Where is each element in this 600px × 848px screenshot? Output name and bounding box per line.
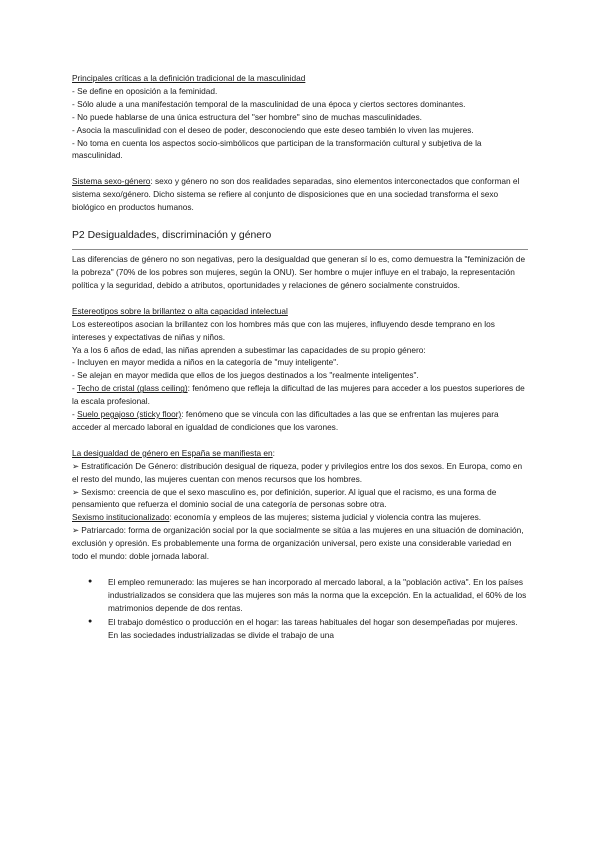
section-divider bbox=[72, 249, 528, 250]
p2-intro-paragraph: Las diferencias de género no son negativas, pero la desigualdad que generan sí lo es, como demuestra la "feminización de la pobreza" (70% de los pobres son mujeres, según la ONU). Ser hombre o mujer influye en el trabajo, la representación política y la seguridad, debido a atributos, oportunidades y relaciones de género socialmente construidos. bbox=[72, 254, 526, 290]
institutional-sexism-paragraph bbox=[72, 511, 528, 524]
sex-gender-paragraph bbox=[72, 175, 528, 214]
patriarchy-bullet-list bbox=[72, 576, 528, 642]
sexism-paragraph: ➢ Sexismo: creencia de que el sexo masculino es, por definición, superior. Al igual que el racismo, es una forma de pensamiento que refuerza el dominio social de una categoría de personas sobre otra. bbox=[72, 486, 497, 510]
sex-gender-definition: : sexo y género no son dos realidades separadas, sino elementos interconectados que conforman el sistema sexo/género. Dicho sistema se refiere al conjunto de disposiciones que en una sociedad transforma el sexo biológico en productos humanos. bbox=[72, 176, 520, 213]
critique-item: - Sólo alude a una manifestación temporal de la masculinidad de una época y ciertos sectores dominantes. bbox=[72, 98, 466, 109]
p2-intro bbox=[72, 253, 528, 292]
heading-colon: : bbox=[272, 447, 275, 458]
stereotypes-paragraph: Ya a los 6 años de edad, las niñas aprenden a subestimar las capacidades de su propio género: bbox=[72, 344, 426, 355]
gender-stratification-paragraph: ➢ Estratificación De Género: distribución desigual de riqueza, poder y privilegios entre los dos sexos. En Europa, como en el resto del mundo, las mujeres cuentan con menos recursos que los hombres. bbox=[72, 460, 523, 484]
critique-item: - No puede hablarse de una única estructura del "ser hombre" sino de muchas masculinidades. bbox=[72, 111, 422, 122]
stereotypes-paragraph: Los estereotipos asocian la brillantez con los hombres más que con las mujeres, influyendo desde temprano en los intereses y expectativas de niñas y niños. bbox=[72, 318, 495, 342]
institutional-sexism-term: Sexismo institucionalizado bbox=[72, 512, 170, 523]
glass-ceiling-definition: : fenómeno que refleja la dificultad de las mujeres para acceder a los puestos superiores de la escala profesional. bbox=[72, 383, 525, 407]
glass-ceiling-term: Techo de cristal (glass ceiling) bbox=[76, 383, 188, 394]
item-dash: - bbox=[72, 409, 78, 420]
patriarchy-paragraph: ➢ Patriarcado: forma de organización social por la que socialmente se sitúa a las mujeres en una situación de dominación, exclusión y opresión. Es probablemente una forma de organización universal, pero existe una considerable variedad en todo el mundo: doble jornada laboral. bbox=[72, 525, 524, 562]
masculinity-critiques-heading: Principales críticas a la definición tradicional de la masculinidad bbox=[72, 73, 306, 83]
masculinity-critiques-section bbox=[72, 72, 528, 162]
sticky-floor-item bbox=[72, 408, 528, 434]
stereotypes-item: - Incluyen en mayor medida a niños en la categoría de "muy inteligente". bbox=[72, 357, 339, 368]
bullet-item-paid-employment: ● El empleo remunerado: las mujeres se han incorporado al mercado laboral, a la "población activa". En los países industrializados se considera que las mujeres son más la norma que la excepción. En la actualidad, el 60% de los matrimonios depende de dos rentas. bbox=[108, 576, 528, 615]
critique-item: - No toma en cuenta los aspectos socio-simbólicos que participan de la transformación cultural y subjetiva de la masculinidad. bbox=[72, 137, 482, 161]
section-title-p2: P2 Desigualdades, discriminación y género bbox=[72, 230, 272, 242]
gender-inequality-heading-line bbox=[72, 447, 528, 460]
sticky-floor-definition: : fenómeno que se vincula con las dificultades a las que se enfrentan las mujeres para acceder al mercado laboral en igualdad de condiciones que los varones. bbox=[72, 409, 499, 432]
critique-item: - Asocia la masculinidad con el deseo de poder, desconociendo que este deseo también lo viven las mujeres. bbox=[72, 124, 474, 135]
institutional-sexism-definition: : economía y empleos de las mujeres; sistema judicial y violencia contra las mujeres. bbox=[169, 512, 482, 523]
sex-gender-term: Sistema sexo-género bbox=[72, 176, 151, 187]
sex-gender-system-section bbox=[72, 175, 528, 214]
bullet-item-domestic-work: ● El trabajo doméstico o producción en el hogar: las tareas habituales del hogar son desempeñadas por mujeres. En las sociedades industrializadas se divide el trabajo de una bbox=[108, 616, 528, 642]
item-dash: - bbox=[72, 383, 77, 394]
glass-ceiling-item bbox=[72, 382, 528, 408]
brilliance-stereotypes-heading: Estereotipos sobre la brillantez o alta capacidad intelectual bbox=[72, 305, 288, 316]
gender-inequality-spain-section bbox=[72, 447, 528, 642]
stereotypes-item: - Se alejan en mayor medida que ellos de los juegos destinados a los "realmente inteligentes". bbox=[72, 370, 419, 381]
brilliance-stereotypes-section bbox=[72, 305, 528, 434]
critique-item: - Se define en oposición a la feminidad. bbox=[72, 85, 218, 96]
sticky-floor-term: Suelo pegajoso (sticky floor) bbox=[77, 409, 182, 420]
gender-inequality-heading: La desigualdad de género en España se manifiesta en bbox=[72, 447, 273, 458]
document-page bbox=[72, 72, 528, 643]
